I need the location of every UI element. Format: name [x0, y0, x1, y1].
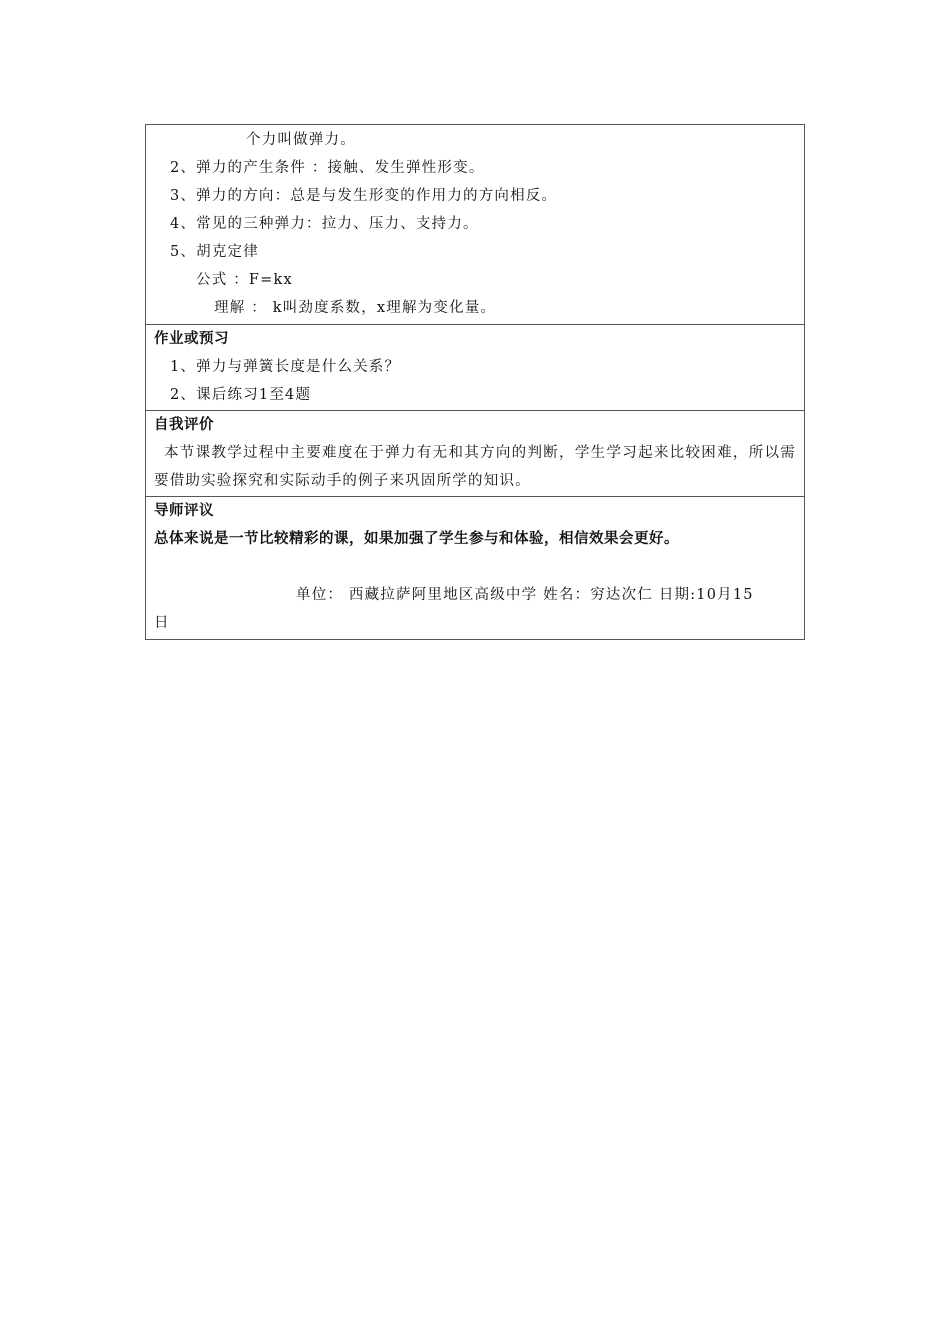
mentor-review-section [146, 496, 804, 639]
homework-section [146, 324, 804, 410]
spacer [146, 553, 804, 581]
self-evaluation-heading: 自我评价 [154, 417, 214, 433]
summary-point: 3、弹力的方向：总是与发生形变的作用力的方向相反。 [170, 188, 558, 204]
signature-line-wrap: 日 [154, 615, 170, 631]
explanation-line: 理解 ： k叫劲度系数，x理解为变化量。 [214, 300, 497, 316]
mentor-comment: 总体来说是一节比较精彩的课，如果加强了学生参与和体验，相信效果会更好。 [154, 531, 679, 547]
summary-section [146, 125, 804, 324]
formula-line: 公式 ：F=kx [196, 272, 293, 288]
homework-heading: 作业或预习 [154, 331, 229, 347]
self-evaluation-section [146, 410, 804, 496]
summary-point: 5、胡克定律 [170, 244, 259, 260]
lesson-plan-table [145, 124, 805, 640]
self-evaluation-text: 本节课教学过程中主要难度在于弹力有无和其方向的判断，学生学习起来比较困难，所以需要借助实验探究和实际动手的例子来巩固所学的知识。 [154, 445, 796, 489]
summary-point: 2、弹力的产生条件 ：接触、发生弹性形变。 [170, 160, 485, 176]
homework-item: 1、弹力与弹簧长度是什么关系？ [170, 359, 401, 375]
mentor-review-heading: 导师评议 [154, 503, 214, 519]
homework-item: 2、课后练习1至4题 [170, 387, 312, 403]
signature-line: 单位： 西藏拉萨阿里地区高级中学 姓名：穷达次仁 日期:10月15 [296, 587, 754, 603]
summary-point: 4、常见的三种弹力：拉力、压力、支持力。 [170, 216, 479, 232]
summary-continuation: 个力叫做弹力。 [246, 132, 356, 148]
